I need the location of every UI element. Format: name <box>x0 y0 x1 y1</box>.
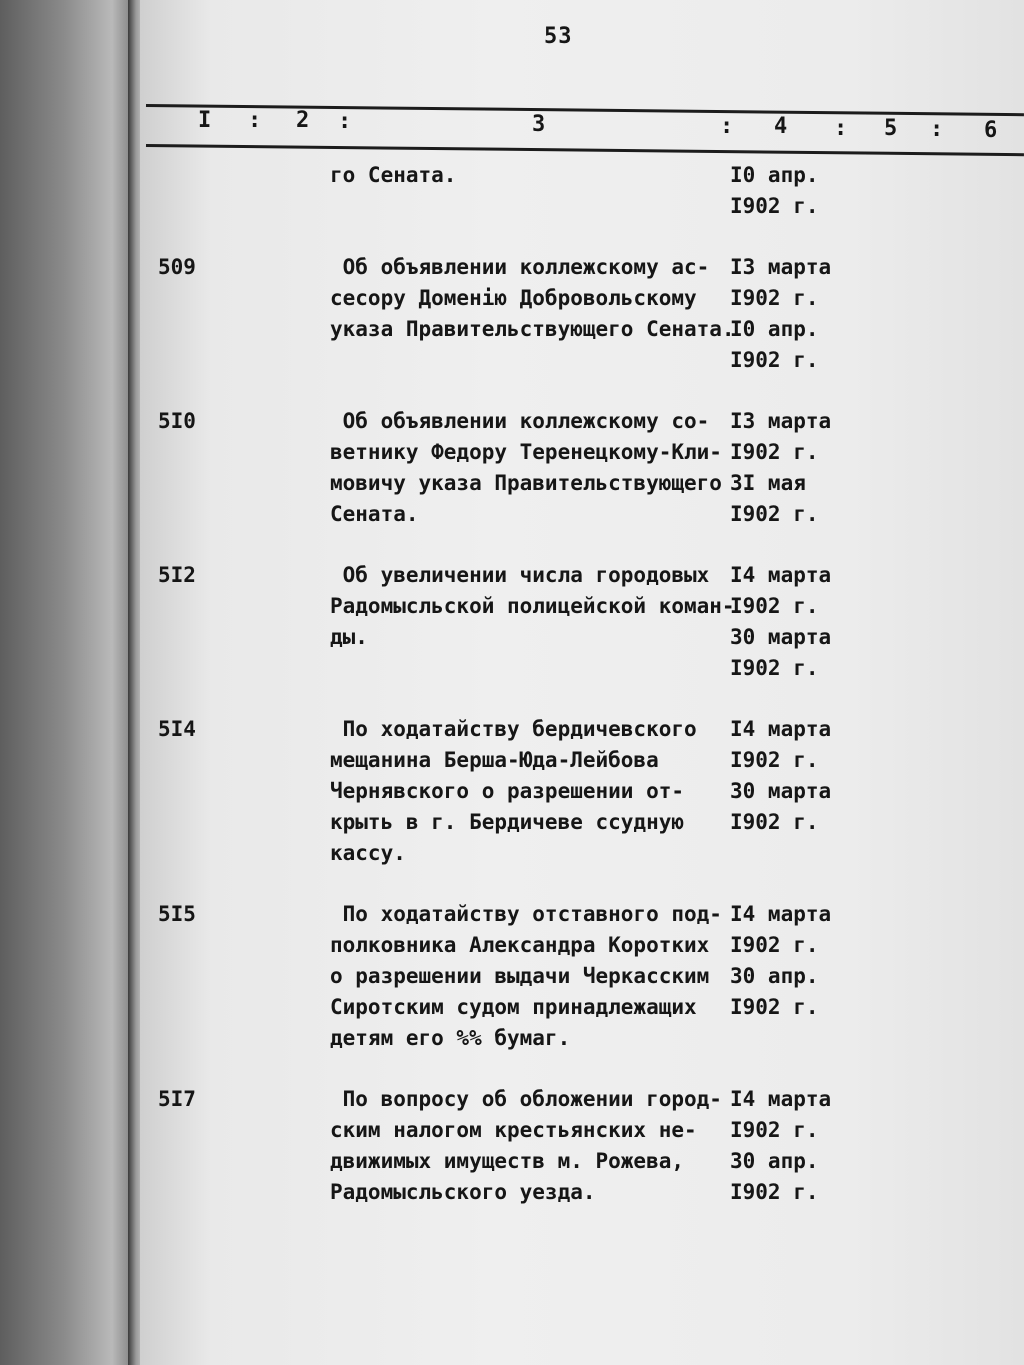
entry-text-line: го Сената. <box>330 163 457 187</box>
entry-description <box>330 899 730 1054</box>
entry-date-line: 30 апр. <box>730 1149 819 1173</box>
entry-date-line: I0 апр. <box>730 163 819 187</box>
entry-number: 5I4 <box>158 717 196 741</box>
left-page-edge <box>0 0 140 1365</box>
entry-text-line: По ходатайству отставного под- <box>330 902 722 926</box>
entry-text-line: кассу. <box>330 841 406 865</box>
entry-text-line: Сената. <box>330 502 419 526</box>
entry-date-line: 30 марта <box>730 625 832 649</box>
entry-date-line: 30 марта <box>730 779 832 803</box>
entry-date-line: I0 апр. <box>730 317 819 341</box>
entry-dates <box>730 160 870 222</box>
entry-description <box>330 1084 730 1208</box>
entry-text-line: сесору Доменію Добровольскому <box>330 286 697 310</box>
entry-text-line: Об увеличении числа городовых <box>330 563 710 587</box>
entry-text-line: ским налогом крестьянских не- <box>330 1118 697 1142</box>
header-rule-bottom <box>146 144 1024 156</box>
entry-text-line: детям его %% бумаг. <box>330 1026 571 1050</box>
document-page <box>140 0 1024 1365</box>
entry-date-line: I4 марта <box>730 717 832 741</box>
entry-number: 5I2 <box>158 563 196 587</box>
column-separator: : <box>720 114 734 139</box>
column-header-4: 4 <box>774 114 788 139</box>
entry-dates <box>730 899 870 1023</box>
entry-text-line: ды. <box>330 625 368 649</box>
document-entry <box>140 1084 1024 1208</box>
entry-text-line: Радомысльского уезда. <box>330 1180 596 1204</box>
entry-date-line: I902 г. <box>730 656 819 680</box>
entry-description <box>330 714 730 869</box>
entry-dates <box>730 714 870 838</box>
entry-date-line: I902 г. <box>730 502 819 526</box>
entry-text-line: движимых имуществ м. Рожева, <box>330 1149 685 1173</box>
column-header-1: I <box>198 108 212 133</box>
entry-description <box>330 406 730 530</box>
entry-number: 5I7 <box>158 1087 196 1111</box>
column-separator: : <box>930 117 944 142</box>
column-header-5: 5 <box>884 116 898 141</box>
document-entry <box>140 160 1024 222</box>
column-header-3: 3 <box>532 112 546 137</box>
document-entry <box>140 560 1024 684</box>
entry-number: 5I0 <box>158 409 196 433</box>
entry-text-line: Чернявского о разрешении от- <box>330 779 685 803</box>
entry-description <box>330 560 735 653</box>
entry-date-line: I902 г. <box>730 1118 819 1142</box>
entry-number: 5I5 <box>158 902 196 926</box>
document-entry <box>140 406 1024 530</box>
entry-date-line: I3 марта <box>730 255 832 279</box>
entry-date-line: I3 марта <box>730 409 832 433</box>
entry-date-line: I902 г. <box>730 933 819 957</box>
entry-dates <box>730 1084 870 1208</box>
document-entry <box>140 252 1024 376</box>
page-number: 53 <box>544 24 573 49</box>
entry-date-line: I902 г. <box>730 594 819 618</box>
entry-number: 509 <box>158 255 196 279</box>
entry-date-line: I902 г. <box>730 440 819 464</box>
entry-text-line: указа Правительствующего Сената. <box>330 317 735 341</box>
entry-text-line: ветнику Федору Теренецкому-Кли- <box>330 440 722 464</box>
entry-date-line: I902 г. <box>730 194 819 218</box>
entry-text-line: полковника Александра Коротких <box>330 933 710 957</box>
entry-date-line: I902 г. <box>730 1180 819 1204</box>
entry-date-line: 3I мая <box>730 471 806 495</box>
entry-dates <box>730 406 870 530</box>
entry-date-line: I902 г. <box>730 995 819 1019</box>
entry-text-line: Об объявлении коллежскому со- <box>330 409 710 433</box>
column-header-2: 2 <box>296 108 310 133</box>
entry-date-line: I902 г. <box>730 748 819 772</box>
entry-text-line: Радомысльской полицейской коман- <box>330 594 735 618</box>
entry-date-line: I4 марта <box>730 902 832 926</box>
column-header-6: 6 <box>984 118 998 143</box>
entry-date-line: I4 марта <box>730 1087 832 1111</box>
entry-description <box>330 160 730 191</box>
entry-text-line: крыть в г. Бердичеве ссудную <box>330 810 685 834</box>
column-separator: : <box>834 116 848 141</box>
entry-date-line: I4 марта <box>730 563 832 587</box>
header-rule-top <box>146 104 1024 116</box>
entry-text-line: мещанина Берша-Юда-Лейбова <box>330 748 659 772</box>
document-entry <box>140 714 1024 869</box>
column-separator: : <box>338 109 352 134</box>
document-entry <box>140 899 1024 1054</box>
column-separator: : <box>248 108 262 133</box>
entry-text-line: По вопросу об обложении город- <box>330 1087 722 1111</box>
entry-dates <box>730 560 870 684</box>
entry-date-line: I902 г. <box>730 286 819 310</box>
entry-date-line: 30 апр. <box>730 964 819 988</box>
entry-text-line: мовичу указа Правительствующего <box>330 471 722 495</box>
entries-list <box>140 160 1024 1208</box>
entry-text-line: Сиротским судом принадлежащих <box>330 995 697 1019</box>
entry-text-line: По ходатайству бердичевского <box>330 717 697 741</box>
entry-text-line: Об объявлении коллежскому ас- <box>330 255 710 279</box>
entry-description <box>330 252 735 345</box>
entry-date-line: I902 г. <box>730 348 819 372</box>
entry-dates <box>730 252 870 376</box>
entry-text-line: о разрешении выдачи Черкасским <box>330 964 710 988</box>
entry-date-line: I902 г. <box>730 810 819 834</box>
